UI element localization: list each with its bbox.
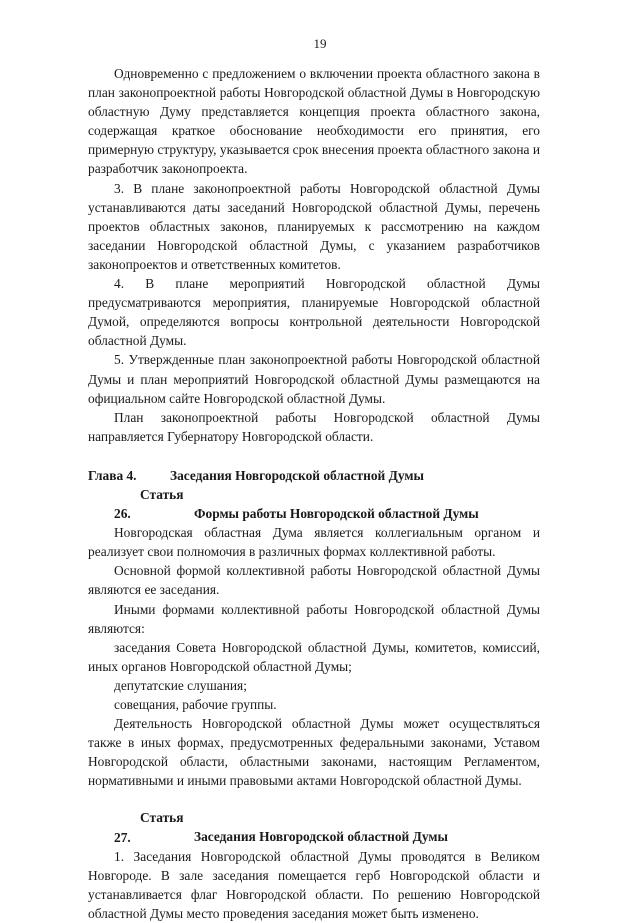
paragraph: 4. В плане мероприятий Новгородской областной Думы предусматриваются мероприятия, планируемые Новгородской областной Думой, определяются вопросы контрольной деятельности Новгородской областной Думы. [88,276,540,349]
article-number: Статья 26. [114,486,184,522]
article-heading [88,485,540,523]
article-number: Статья 27. [114,810,184,845]
document-body [88,64,540,923]
paragraph: Иными формами коллективной работы Новгородской областной Думы являются: [88,601,540,636]
paragraph: 3. В плане законопроектной работы Новгородской областной Думы устанавливаются даты заседаний Новгородской областной Думы, перечень проектов областных законов, планируемых к рассмотрению на каждом заседании Новгородской областной Думы, с указанием разработчиков законопроектов и ответственных комитетов. [88,180,540,272]
paragraph: План законопроектной работы Новгородской областной Думы направляется Губернатору Новгородской области. [88,409,540,444]
chapter-title: Заседания Новгородской областной Думы [170,467,424,483]
paragraph: 1. Заседания Новгородской областной Думы проводятся в Великом Новгороде. В зале заседания помещается герб Новгородской области и устанавливается флаг Новгородской области. По решению Новгородской областной Думы место проведения заседания может быть изменено. [88,848,540,921]
paragraph: Деятельность Новгородской областной Думы может осуществляться также в иных формах, предусмотренных федеральными законами, Уставом Новгородской области, областными законами, настоящим Регламентом, нормативными и иными правовыми актами Новгородской областной Думы. [88,716,540,789]
article-title: Формы работы Новгородской областной Думы [194,506,479,522]
paragraph: совещания, рабочие группы. [114,697,277,712]
paragraph: депутатские слушания; [114,677,247,693]
paragraph: 5. Утвержденные план законопроектной работы Новгородской областной Думы и план мероприятий Новгородской областной Думы размещаются на официальном сайте Новгородской областной Думы. [88,352,540,406]
article-heading [88,808,540,846]
article-title: Заседания Новгородской областной Думы [194,829,448,845]
paragraph: заседания Совета Новгородской областной Думы, комитетов, комиссий, иных органов Новгородской областной Думы; [88,639,540,674]
page-number: 19 [313,36,327,51]
chapter-number: Глава 4. [88,467,137,483]
paragraph: Основной формой коллективной работы Новгородской областной Думы являются ее заседания. [88,563,540,598]
chapter-heading [88,466,540,485]
paragraph: Новгородская областная Дума является коллегиальным органом и реализует свои полномочия в различных формах коллективной работы. [88,525,540,560]
paragraph: Одновременно с предложением о включении проекта областного закона в план законопроектной работы Новгородской областной Думы в Новгородскую областную Думу представляется концепция проекта областного закона, содержащая краткое обоснование необходимости его принятия, его примерную структуру, указывается срок внесения проекта областного закона и разработчик законопроекта. [88,66,540,177]
